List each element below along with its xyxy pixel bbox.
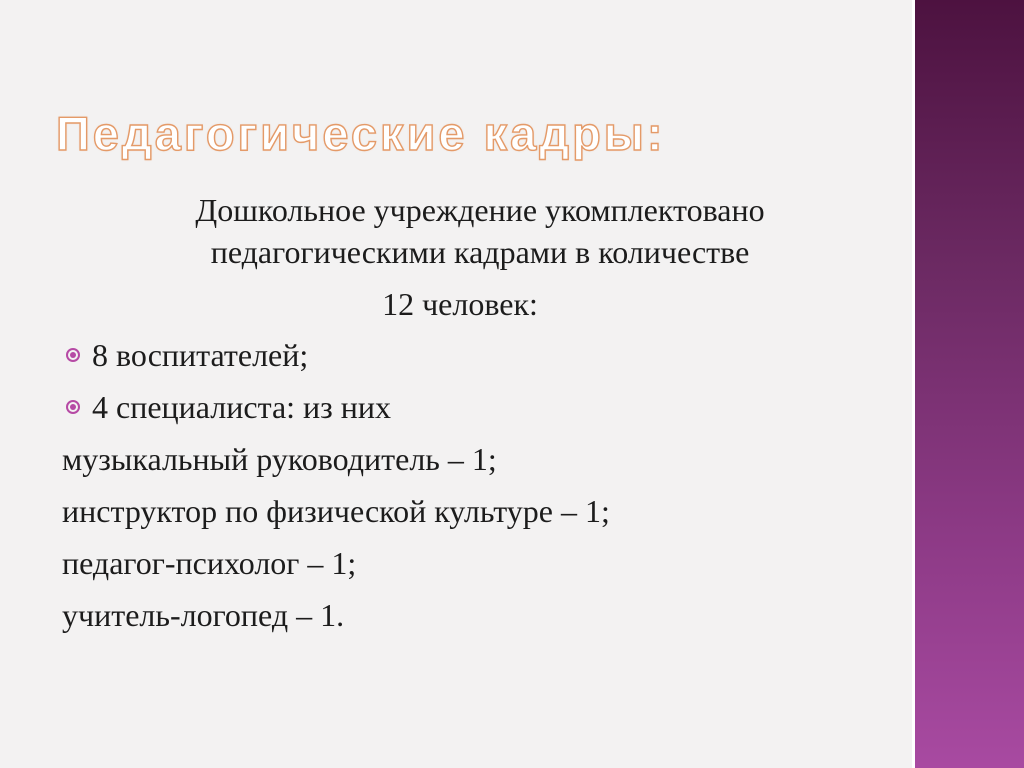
target-bullet-icon — [66, 400, 80, 414]
intro-line-1: Дошкольное учреждение укомплектовано — [195, 192, 765, 228]
side-panel-edge — [912, 0, 915, 768]
detail-line-1: музыкальный руководитель – 1; — [62, 441, 497, 477]
bullet-item-2: 4 специалиста: из них — [92, 389, 392, 425]
detail-line-3: педагог-психолог – 1; — [62, 545, 357, 581]
slide-title: Педагогические кадры: — [56, 107, 666, 160]
intro-line-3: 12 человек: — [382, 286, 538, 322]
bullet-item-1: 8 воспитателей; — [92, 337, 309, 373]
intro-line-2: педагогическими кадрами в количестве — [210, 234, 750, 270]
side-decorative-panel — [912, 0, 1024, 768]
target-bullet-icon — [66, 348, 80, 362]
detail-line-2: инструктор по физической культуре – 1; — [62, 493, 610, 529]
detail-line-4: учитель-логопед – 1. — [62, 597, 345, 633]
